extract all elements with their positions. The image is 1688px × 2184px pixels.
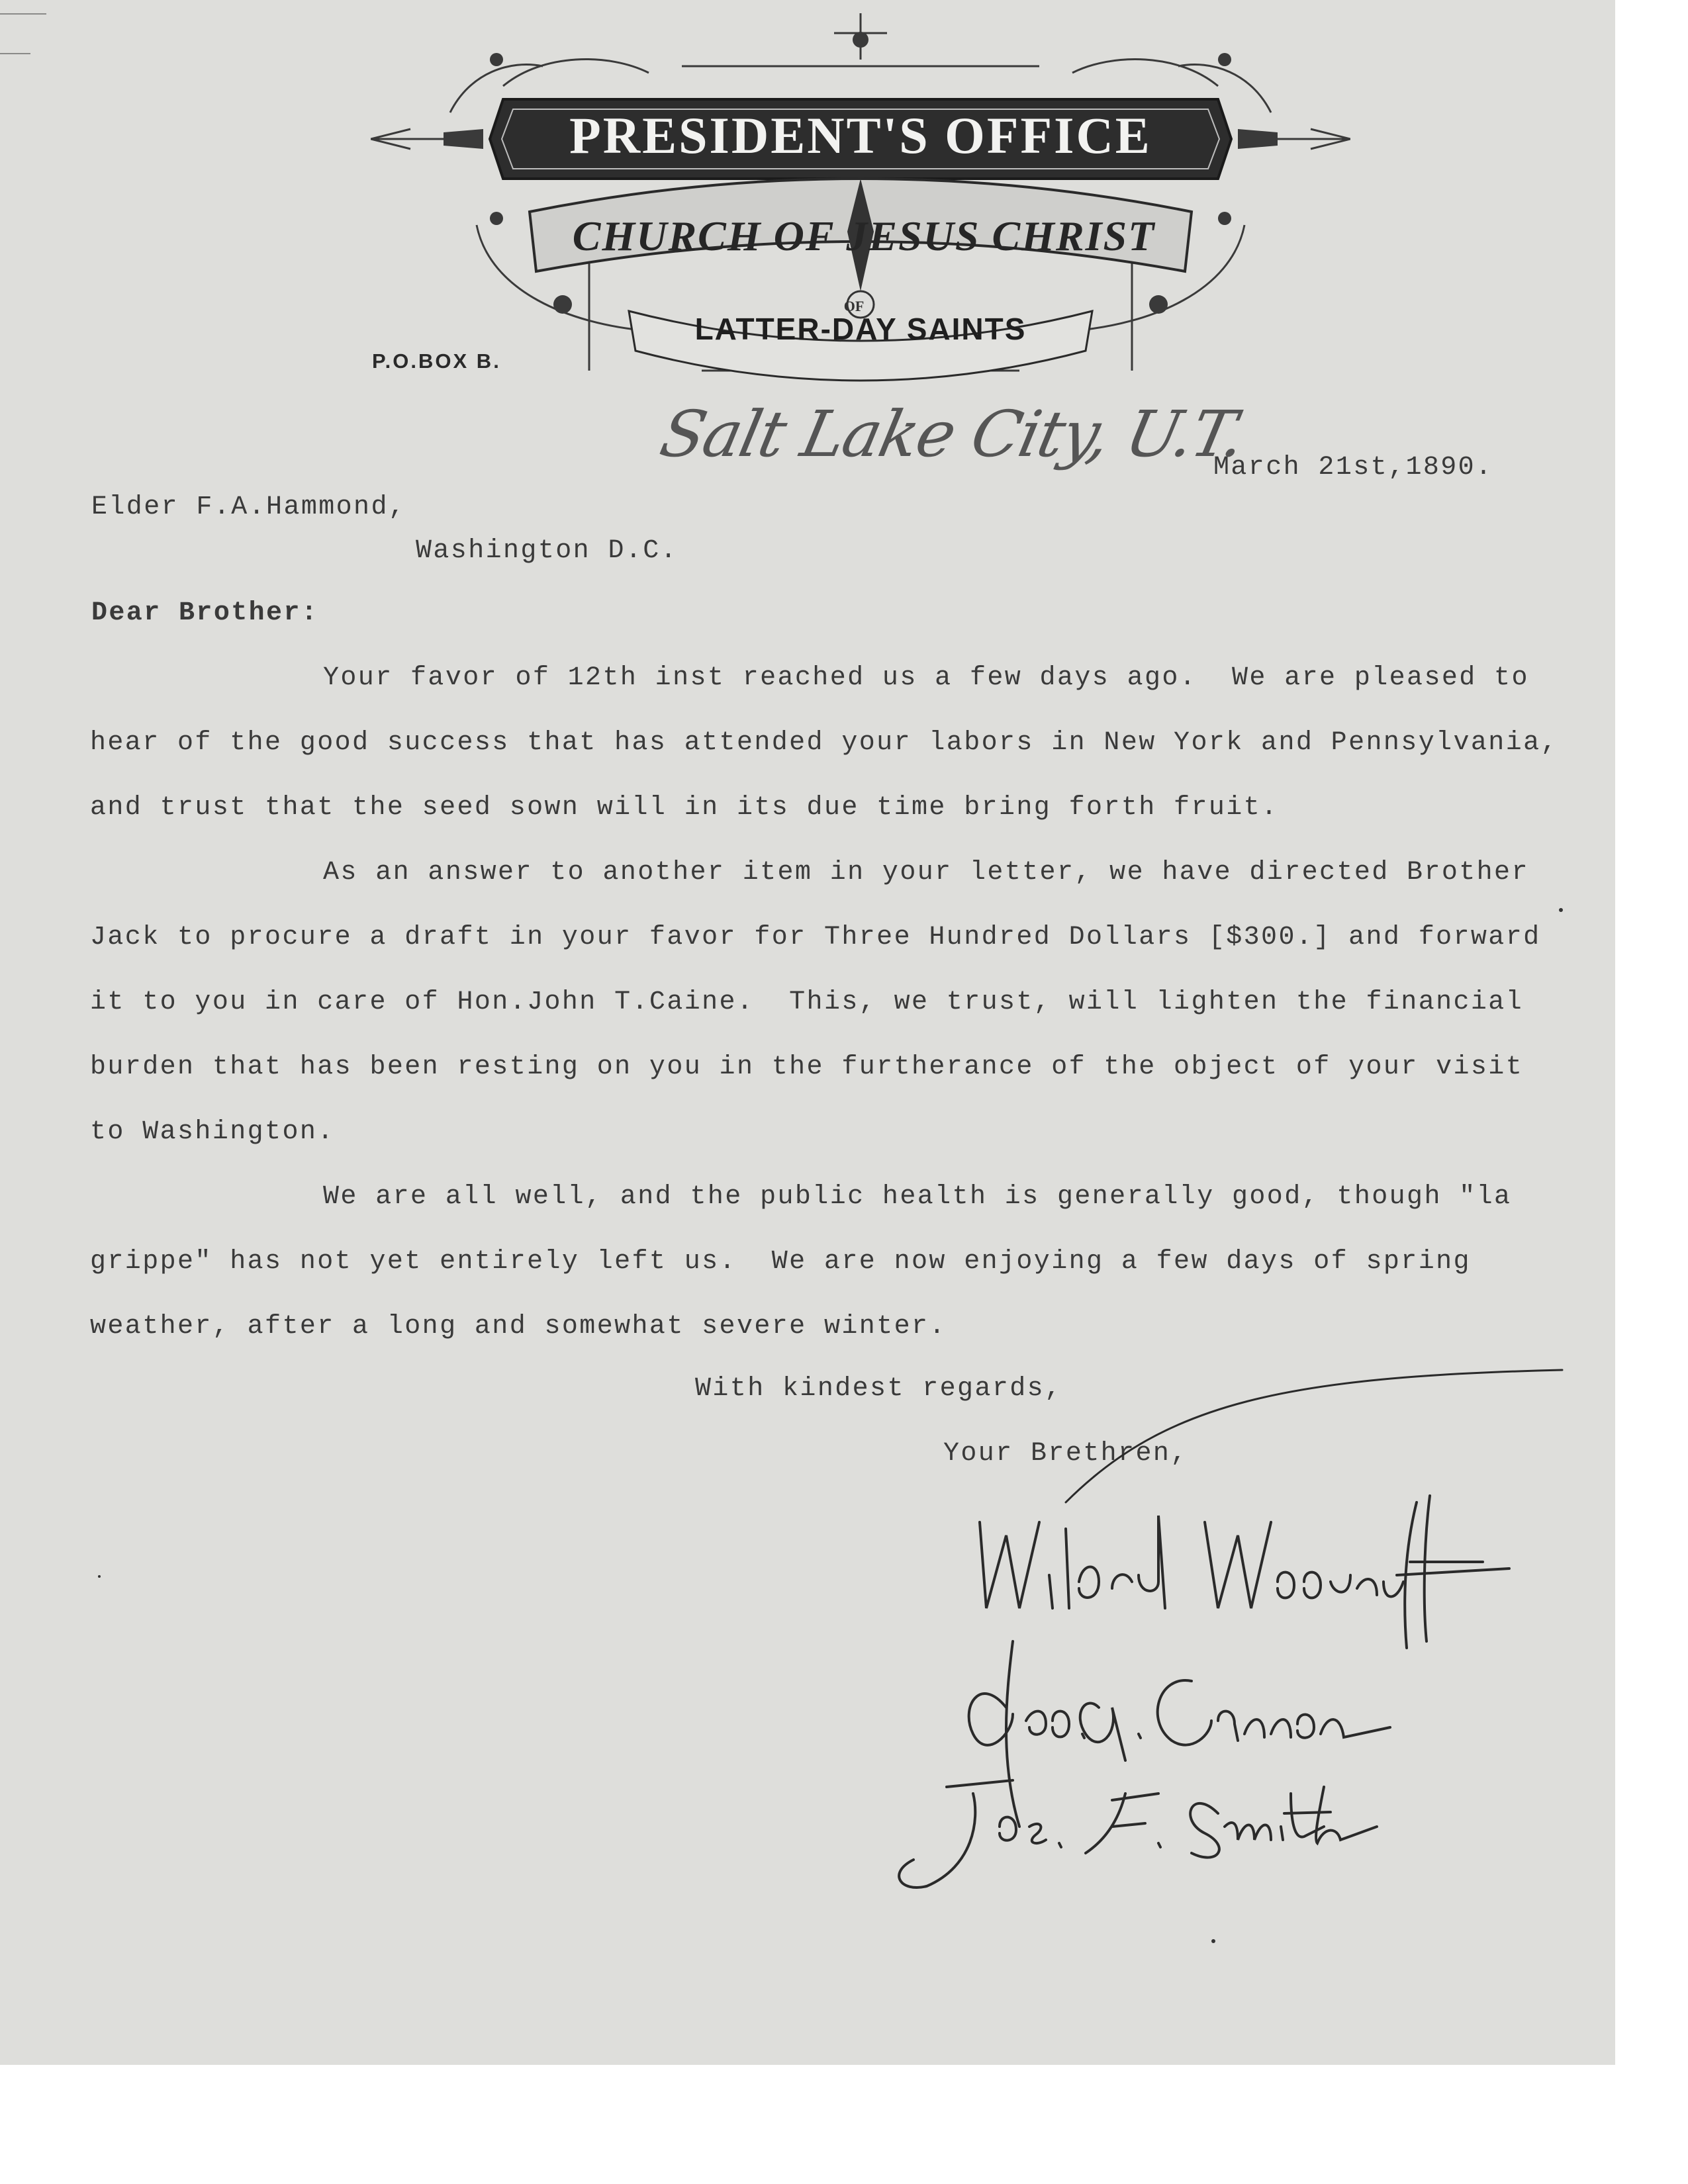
- addressee-city: Washington D.C.: [416, 536, 679, 566]
- ink-speck: [98, 1575, 101, 1578]
- body-line: hear of the good success that has attended your labors in New York and Pennsylvania,: [90, 728, 1558, 758]
- ink-speck: [1211, 1939, 1215, 1943]
- closing: With kindest regards,: [695, 1374, 1062, 1404]
- signoff: Your Brethren,: [943, 1439, 1188, 1469]
- body-line: We are all well, and the public health is generally good, though "la: [323, 1182, 1512, 1212]
- letterhead-title: PRESIDENT'S OFFICE: [569, 107, 1152, 164]
- body-line: Your favor of 12th inst reached us a few days ago. We are pleased to: [323, 663, 1529, 693]
- body-line: to Washington.: [90, 1117, 335, 1147]
- body-line: weather, after a long and somewhat severe winter.: [90, 1312, 947, 1342]
- body-line: burden that has been resting on you in the furtherance of the object of your visit: [90, 1052, 1524, 1082]
- letterhead-church-line: CHURCH OF JESUS CHRIST: [572, 212, 1156, 259]
- salutation: Dear Brother:: [91, 598, 319, 628]
- letter-date: March 21st,1890.: [1213, 453, 1493, 482]
- handwritten-signatures: [847, 1363, 1602, 1906]
- body-line: Jack to procure a draft in your favor for Three Hundred Dollars [$300.] and forward: [90, 923, 1541, 952]
- signatures: [847, 1363, 1602, 1906]
- place-script: Salt Lake City, U.T.: [654, 397, 1251, 471]
- addressee-name: Elder F.A.Hammond,: [91, 492, 406, 522]
- scan-mark: [0, 13, 46, 15]
- body-line: grippe" has not yet entirely left us. We are now enjoying a few days of spring: [90, 1247, 1471, 1277]
- body-line: and trust that the seed sown will in its due time bring forth fruit.: [90, 793, 1279, 823]
- letterhead: [371, 13, 1350, 384]
- body-line: As an answer to another item in your letter, we have directed Brother: [323, 858, 1529, 887]
- letterhead-saints-line: LATTER-DAY SAINTS: [694, 312, 1027, 346]
- body-line: it to you in care of Hon.John T.Caine. This, we trust, will lighten the financial: [90, 987, 1524, 1017]
- po-box: P.O.BOX B.: [372, 349, 501, 373]
- letterhead-of: OF: [843, 298, 865, 314]
- ink-speck: [1559, 908, 1563, 912]
- scan-mark: [0, 53, 30, 54]
